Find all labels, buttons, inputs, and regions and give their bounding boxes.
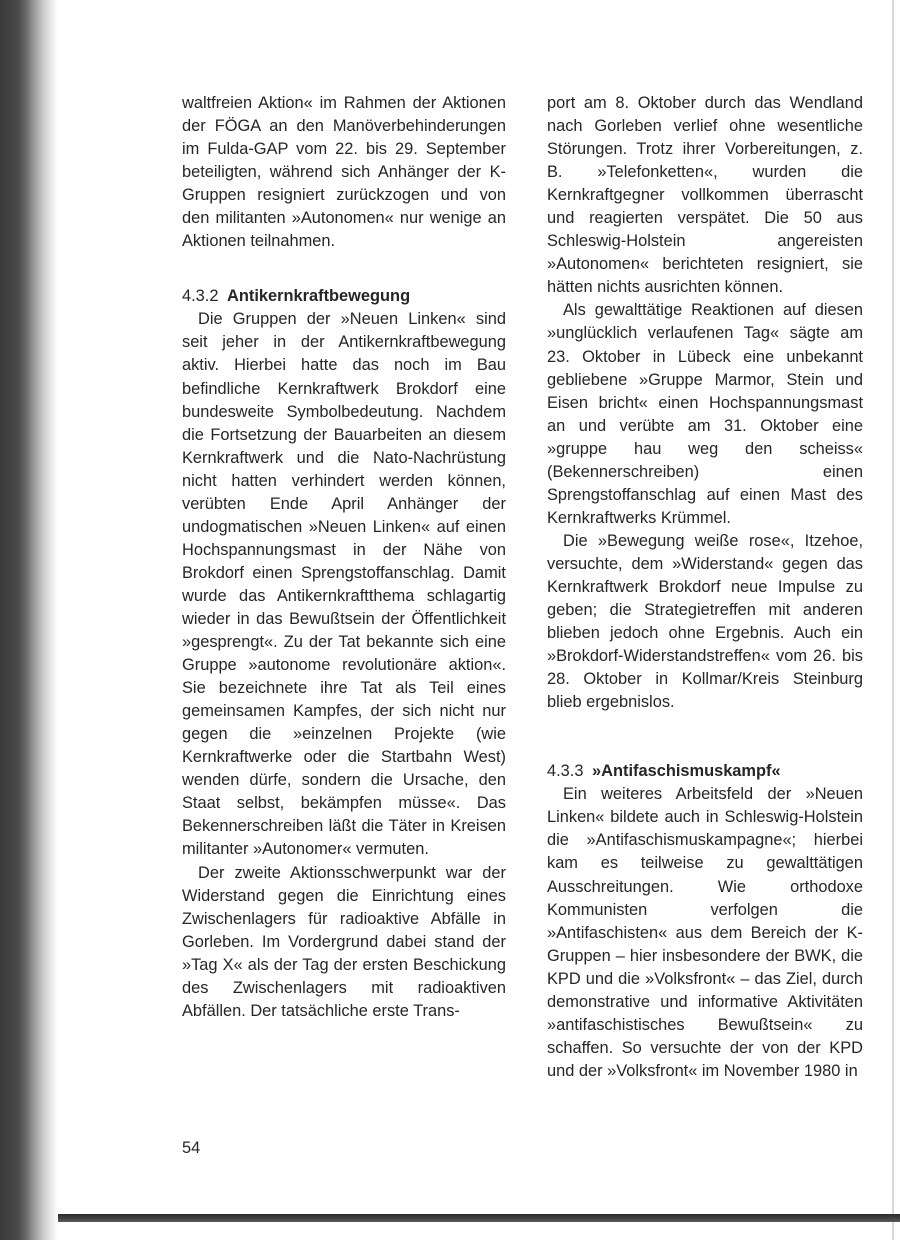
section-heading-4-3-2 [182, 285, 506, 308]
left-paragraph-2: Die Gruppen der »Neuen Linken« sind seit jeher in der Antikernkraftbewegung aktiv. Hierbei hatte das noch im Bau befindliche Kernkraftwerk Brokdorf eine bundesweite Symbolbedeutung. Nachdem die Fortsetzung der Bauarbeiten an diesem Kernkraftwerk und die Nato-Nachrüstung nicht hatten verhindert werden können, verübten Ende April Anhänger der undogmatischen »Neuen Linken« auf einen Hochspannungsmast in der Nähe von Brokdorf einen Sprengstoffanschlag. Damit wurde das Antikernkraftthema schlagartig wieder in das Bewußtsein der Öffentlichkeit »gesprengt«. Zu der Tat bekannte sich eine Gruppe »autonome revolutionäre aktion«. Sie bezeichnete ihre Tat als Teil eines gemeinsamen Kampfes, der sich nicht nur gegen die »einzelnen Projekte (wie Kernkraftwerke oder die Startbahn West) wenden dürfe, sondern die Ursache, den Staat selbst, bekämpfen müsse«. Das Bekennerschreiben läßt die Täter in Kreisen militanter »Autonomer« vermuten. [182, 310, 506, 859]
left-column [182, 92, 506, 1023]
bottom-shadow-rule [58, 1214, 900, 1222]
left-paragraph-3: Der zweite Aktionsschwerpunkt war der Widerstand gegen die Einrichtung eines Zwischenlagers für radioaktive Abfälle in Gorleben. Im Vordergrund dabei stand der »Tag X« als der Tag der ersten Beschickung des Zwischenlagers mit radioaktiven Abfällen. Der tatsächliche erste Trans- [182, 863, 506, 1020]
right-paragraph-4: Ein weiteres Arbeitsfeld der »Neuen Linken« bildete auch in Schleswig-Holstein die »Antifaschismuskampagne«; hierbei kam es teilweise zu gewalttätigen Ausschreitungen. Wie orthodoxe Kommunisten verfolgen die »Antifaschisten« aus dem Bereich der K-Gruppen – hier insbesondere der BWK, die KPD und die »Volksfront« – das Ziel, durch demonstrative und informative Aktivitäten »antifaschistisches Bewußtsein« zu schaffen. So versuchte der von der KPD und der »Volksfront« im November 1980 in [547, 785, 863, 1080]
page-number: 54 [182, 1139, 201, 1157]
section-number: 4.3.3 [547, 762, 584, 781]
right-column [547, 92, 863, 1083]
book-binding-shadow [0, 0, 58, 1240]
section-title: »Antifaschismuskampf« [592, 762, 781, 781]
left-paragraph-1: waltfreien Aktion« im Rahmen der Aktionen der FÖGA an den Manöverbehinderungen im Fulda-GAP vom 22. bis 29. September beteiligten, während sich Anhänger der K-Gruppen resigniert zurückzogen und von den militanten »Autonomen« nur wenige an Aktionen teilnahmen. [182, 94, 506, 251]
right-paragraph-1: port am 8. Oktober durch das Wendland nach Gorleben verlief ohne wesentliche Störungen. Trotz ihrer Vorbereitungen, z. B. »Telefonketten«, wurden die Kernkraftgegner vollkommen überrascht und reagierten verspätet. Die 50 aus Schleswig-Holstein angereisten »Autonomen« berichteten resigniert, sie hätten nichts ausrichten können. [547, 94, 863, 297]
page-edge [892, 0, 894, 1240]
section-title: Antikernkraftbewegung [227, 287, 411, 306]
section-number: 4.3.2 [182, 287, 219, 306]
right-paragraph-3: Die »Bewegung weiße rose«, Itzehoe, versuchte, dem »Widerstand« gegen das Kernkraftwerk Brokdorf neue Impulse zu geben; die Strategietreffen mit anderen blieben jedoch ohne Ergebnis. Auch ein »Brokdorf-Widerstandstreffen« vom 26. bis 28. Oktober in Kollmar/Kreis Steinburg blieb ergebnislos. [547, 531, 863, 712]
right-paragraph-2: Als gewalttätige Reaktionen auf diesen »unglücklich verlaufenen Tag« sägte am 23. Oktober in Lübeck eine unbekannt gebliebene »Gruppe Marmor, Stein und Eisen bricht« einen Hochspannungsmast an und verübte am 31. Oktober eine »gruppe hau weg den scheiss« (Bekennerschreiben) einen Sprengstoffanschlag auf einen Mast des Kernkraftwerks Krümmel. [547, 301, 863, 527]
section-heading-4-3-3 [547, 760, 863, 783]
